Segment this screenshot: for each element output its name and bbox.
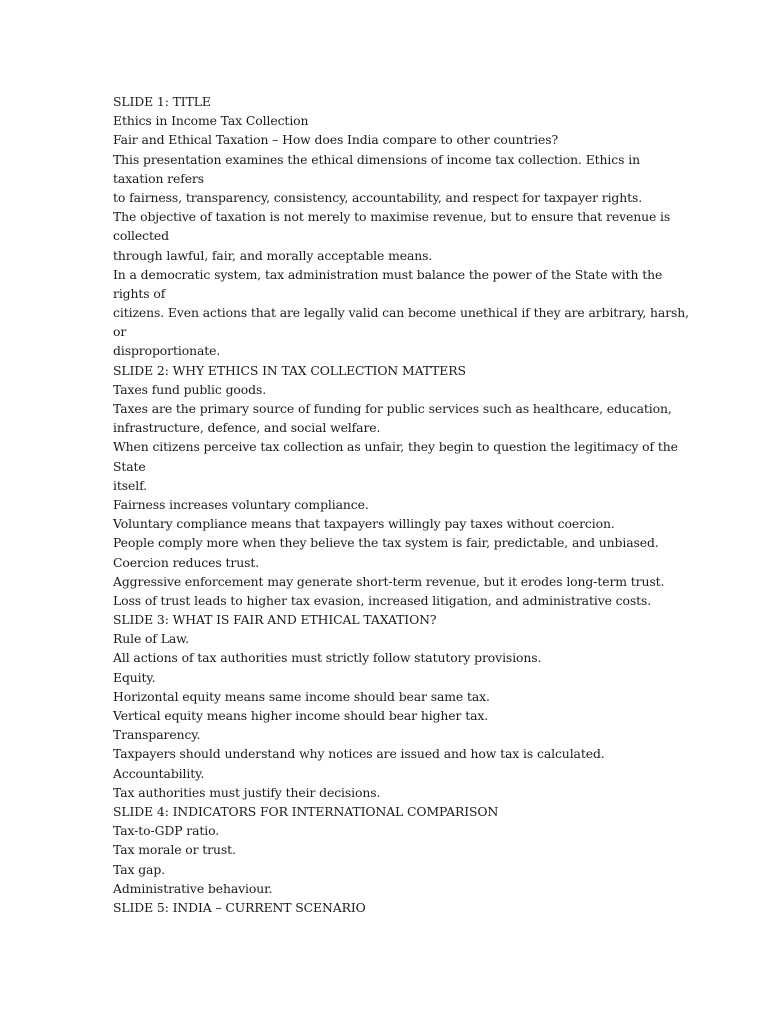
document-line: citizens. Even actions that are legally valid can become unethical if they are arbitrary, harsh, [113, 305, 690, 321]
document-line: Administrative behaviour. [113, 880, 273, 896]
document-line: Accountability. [113, 765, 205, 781]
document-line: Taxes fund public goods. [113, 381, 267, 397]
document-line: All actions of tax authorities must strictly follow statutory provisions. [113, 650, 542, 666]
document-line: collected [113, 228, 169, 244]
document-line: People comply more when they believe the tax system is fair, predictable, and unbiased. [113, 535, 659, 551]
document-line: Ethics in Income Tax Collection [113, 113, 309, 129]
document-line: disproportionate. [113, 343, 221, 359]
document-line: Coercion reduces trust. [113, 554, 260, 570]
document-line: This presentation examines the ethical dimensions of income tax collection. Ethics in [113, 151, 640, 167]
document-line: Tax gap. [113, 861, 166, 877]
document-line: State [113, 458, 146, 474]
document-line: When citizens perceive tax collection as unfair, they begin to question the legitimacy of the [113, 439, 678, 455]
document-line: SLIDE 1: TITLE [113, 94, 211, 109]
document-line: Aggressive enforcement may generate short-term revenue, but it erodes long-term trust. [113, 573, 665, 589]
document-line: to fairness, transparency, consistency, accountability, and respect for taxpayer rights. [113, 189, 643, 205]
document-line: Vertical equity means higher income should bear higher tax. [113, 708, 489, 723]
document-line: through lawful, fair, and morally acceptable means. [113, 247, 433, 263]
document-line: Tax-to-GDP ratio. [113, 823, 220, 839]
document-line: Equity. [113, 669, 156, 685]
document-line: taxation refers [113, 170, 205, 186]
document-line: infrastructure, defence, and social welfare. [113, 420, 381, 436]
document-line: Transparency. [113, 727, 201, 743]
document-line: Rule of Law. [113, 631, 190, 647]
document-line: SLIDE 4: INDICATORS FOR INTERNATIONAL COMPARISON [113, 803, 499, 819]
document-line: Fair and Ethical Taxation – How does India compare to other countries? [113, 132, 559, 148]
document-line: itself. [113, 477, 147, 493]
document-line: Loss of trust leads to higher tax evasion, increased litigation, and administrative costs. [113, 592, 652, 608]
document-line: Horizontal equity means same income should bear same tax. [113, 688, 490, 704]
document-line: rights of [113, 285, 166, 301]
document-line: Voluntary compliance means that taxpayers willingly pay taxes without coercion. [113, 516, 615, 532]
document-line: or [113, 324, 127, 340]
document-line: SLIDE 3: WHAT IS FAIR AND ETHICAL TAXATION? [113, 612, 437, 628]
document-line: SLIDE 5: INDIA – CURRENT SCENARIO [113, 899, 366, 915]
document-line: The objective of taxation is not merely to maximise revenue, but to ensure that revenue is [113, 209, 671, 225]
document-body [113, 92, 690, 917]
document-line: Taxpayers should understand why notices are issued and how tax is calculated. [113, 746, 605, 762]
document-line: Taxes are the primary source of funding for public services such as healthcare, education, [113, 401, 672, 416]
document-line: Tax authorities must justify their decisions. [113, 784, 381, 800]
document-line: SLIDE 2: WHY ETHICS IN TAX COLLECTION MATTERS [113, 362, 466, 378]
document-line: Fairness increases voluntary compliance. [113, 496, 369, 512]
document-line: Tax morale or trust. [113, 842, 236, 858]
document-line: In a democratic system, tax administration must balance the power of the State with the [113, 266, 663, 282]
